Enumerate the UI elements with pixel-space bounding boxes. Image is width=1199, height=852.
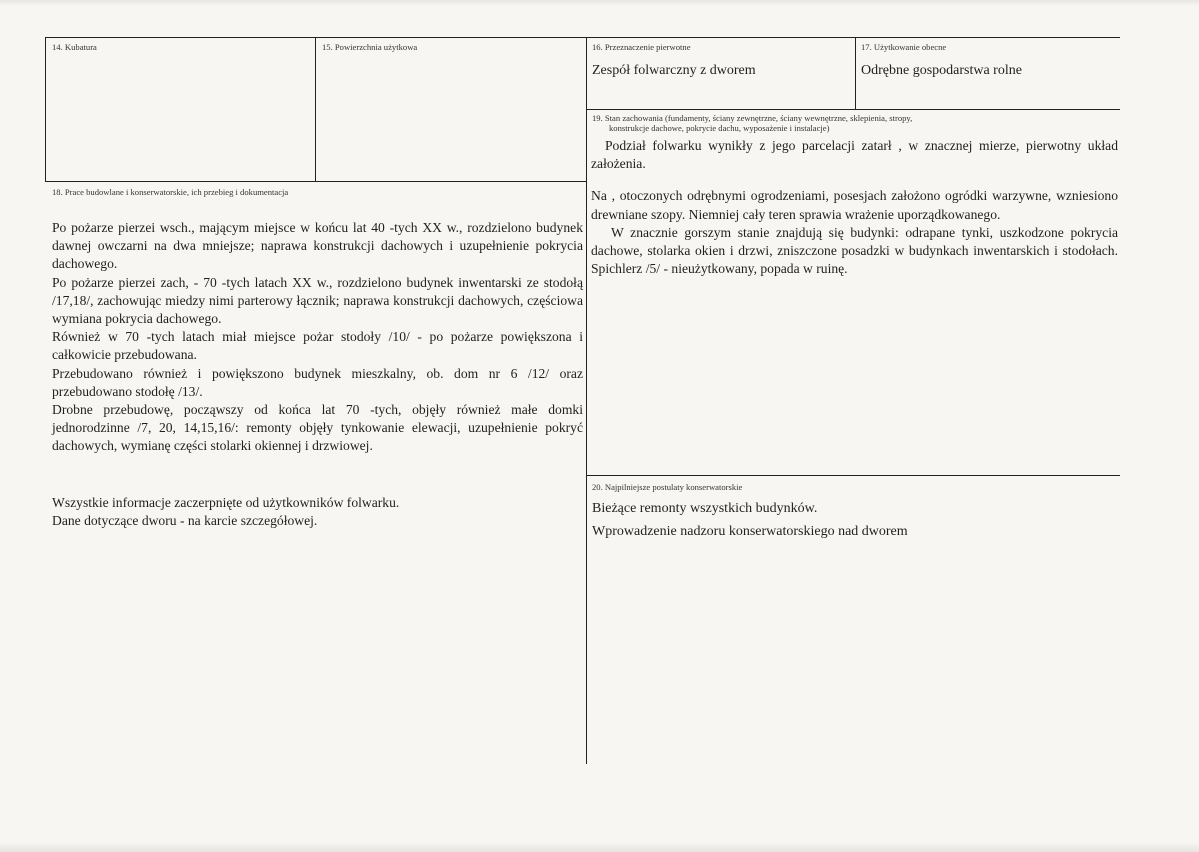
field-18-label: 18. Prace budowlane i konserwatorskie, ich przebieg i dokumentacja bbox=[52, 187, 289, 197]
field-19-text bbox=[591, 137, 1118, 278]
field-19-label-line2: konstrukcje dachowe, pokrycie dachu, wyposażenie i instalacje) bbox=[609, 123, 830, 133]
field-14-label: 14. Kubatura bbox=[52, 42, 97, 52]
field-18-paragraph: Przebudowano również i powiększono budynek mieszkalny, ob. dom nr 6 /12/ oraz przebudowano stodołę /13/. bbox=[52, 365, 583, 399]
field-20-item: Wprowadzenie nadzoru konserwatorskiego nad dworem bbox=[592, 524, 908, 539]
rule-left-border bbox=[45, 37, 46, 182]
field-18-note: Dane dotyczące dworu - na karcie szczegółowej. bbox=[52, 513, 318, 529]
field-18-text bbox=[52, 219, 583, 456]
rule-center bbox=[586, 37, 587, 764]
field-19-paragraph: Na , otoczonych odrębnymi ogrodzeniami, posesjach założono ogródki warzywne, wzniesiono drewniane szopy. Niemniej cały teren sprawia wrażenie uporządkowanego. bbox=[591, 188, 1118, 222]
rule-col-16-17 bbox=[855, 37, 856, 109]
field-16-value: Zespół folwarczny z dworem bbox=[592, 63, 756, 78]
field-18-paragraph: Po pożarze pierzei wsch., mającym miejsce w końcu lat 40 -tych XX w., rozdzielono budynek dawnej owczarni na dwa mniejsze; naprawa konstrukcji dachowych i uzupełnienie pokrycia dachowego. bbox=[52, 220, 583, 272]
field-18-note: Wszystkie informacje zaczerpnięte od użytkowników folwarku. bbox=[52, 495, 400, 510]
rule-row1-right bbox=[586, 109, 1120, 110]
field-18-paragraph: Drobne przebudowę, począwszy od końca lat 70 -tych, objęły również małe domki jednorodzinne /7, 20, 14,15,16/: remonty objęły tynkowanie elewacji, uzupełnienie pokryć dachowych, wymianę części stolarki okiennej i drzwiowej. bbox=[52, 402, 583, 454]
field-16-label: 16. Przeznaczenie pierwotne bbox=[592, 42, 691, 52]
field-15-label: 15. Powierzchnia użytkowa bbox=[322, 42, 418, 52]
field-19-paragraph: Podział folwarku wynikły z jego parcelacji zatarł , w znacznej mierze, pierwotny układ założenia. bbox=[591, 138, 1118, 172]
field-17-label: 17. Użytkowanie obecne bbox=[861, 42, 947, 52]
field-19-paragraph: W znacznie gorszym stanie znajdują się budynki: odrapane tynki, uszkodzone pokrycia dachowe, stolarka okien i drzwi, zniszczone posadzki w budynkach inwentarskich i stodołach. Spichlerz /5/ - nieużytkowany, popada w ruinę. bbox=[591, 224, 1118, 277]
field-17-value: Odrębne gospodarstwa rolne bbox=[861, 63, 1022, 78]
field-18-notes bbox=[52, 494, 583, 530]
rule-row2-right bbox=[586, 475, 1120, 476]
field-20-item: Bieżące remonty wszystkich budynków. bbox=[592, 501, 818, 516]
paper-top-edge bbox=[0, 0, 1199, 6]
rule-col-14-15 bbox=[315, 37, 316, 182]
rule-top bbox=[45, 37, 1120, 38]
field-19-label-line1: 19. Stan zachowania (fundamenty, ściany zewnętrzne, ściany wewnętrzne, sklepienia, stropy, bbox=[592, 113, 913, 123]
field-20-label: 20. Najpilniejsze postulaty konserwatorskie bbox=[592, 482, 743, 492]
field-18-paragraph: Po pożarze pierzei zach, - 70 -tych latach XX w., rozdzielono budynek inwentarski ze stodołą /17,18/, zachowując miedzy nimi parterowy łącznik; naprawa konstrukcji dachowych, częściowa wymiana pokrycia dachowego. bbox=[52, 274, 583, 327]
paper-bottom-edge bbox=[0, 842, 1199, 852]
field-18-paragraph: Również w 70 -tych latach miał miejsce pożar stodoły /10/ - po pożarze powiększona i całkowicie przebudowana. bbox=[52, 329, 583, 363]
